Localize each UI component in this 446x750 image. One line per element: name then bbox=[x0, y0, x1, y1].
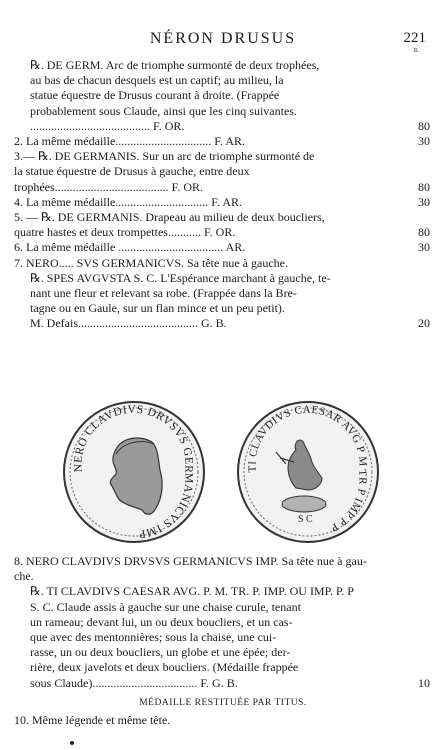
catalog-value: 30 bbox=[418, 134, 430, 149]
entry-line: che. bbox=[14, 569, 34, 584]
entry-line: ℞. TI CLAVDIVS CAESAR AVG. P. M. TR. P. IMP. OU IMP. P. P bbox=[30, 584, 354, 599]
entry-line: ℞. SPES AVGVSTA S. C. L'Espérance marchant à gauche, te- bbox=[30, 270, 331, 285]
catalog-value: 30 bbox=[418, 240, 430, 255]
section-heading: MÉDAILLE RESTITUÉE PAR TITUS. bbox=[139, 698, 307, 708]
reverse-coin bbox=[238, 402, 378, 542]
entry-line: ℞. DE GERM. Arc de triomphe surmonté de deux trophées, bbox=[30, 58, 320, 72]
entry-line: quatre hastes et deux trompettes........... F. OR. bbox=[14, 225, 236, 240]
catalog-value: 80 bbox=[418, 118, 430, 133]
entry-line: 4. La même médaille............................... F. AR. bbox=[14, 194, 243, 209]
page-mark: tr. bbox=[413, 46, 419, 54]
catalog-entry bbox=[14, 134, 430, 149]
entry-line: au bas de chacun desquels est un captif; au milieu, la bbox=[30, 73, 284, 88]
entry-line: tagne ou en Gaule, sur un flan mince et un peu petit). bbox=[30, 301, 285, 316]
catalog-entry bbox=[14, 256, 374, 271]
catalog-entry bbox=[14, 58, 374, 119]
catalog-value: 80 bbox=[418, 225, 430, 240]
entry-line: ........................................ F. OR. bbox=[30, 118, 185, 133]
obverse-coin bbox=[64, 402, 204, 542]
page-header bbox=[0, 30, 446, 54]
catalog-entries-bottom bbox=[14, 554, 430, 691]
entry-line: 5. — ℞. DE GERMANIS. Drapeau au milieu de deux boucliers, bbox=[14, 210, 325, 225]
entry-line: M. Defais........................................ G. B. bbox=[30, 316, 227, 331]
entry-line: S. C. Claude assis à gauche sur une chaise curule, tenant bbox=[30, 599, 301, 614]
page-dot bbox=[70, 741, 74, 745]
entry-line: sous Claude)................................... F. G. B. bbox=[30, 675, 238, 690]
entry-line: statue équestre de Drusus courant à droite. (Frappée bbox=[30, 88, 280, 103]
entry-line: rasse, un ou deux boucliers, un globe et une épée; der- bbox=[30, 645, 291, 660]
entry-line: 7. NERO..... SVS GERMANICVS. Sa tête nue à gauche. bbox=[14, 255, 288, 270]
page-number: 221 bbox=[403, 30, 426, 46]
catalog-entry bbox=[14, 118, 430, 134]
catalog-value: 30 bbox=[418, 194, 430, 209]
entry-line: 8. NERO CLAVDIVS DRVSVS GERMANICVS IMP. Sa tête nue à gau- bbox=[14, 554, 367, 568]
entry-line: nant une fleur et relevant sa robe. (Frappée dans la Bre- bbox=[30, 286, 297, 301]
last-entry: 10. Même légende et même tête. bbox=[14, 713, 171, 727]
running-title: NÉRON DRUSUS bbox=[149, 30, 297, 47]
catalog-value: 20 bbox=[418, 316, 430, 331]
coin-illustration bbox=[60, 398, 390, 546]
entry-line: la statue équestre de Drusus à gauche, entre deux bbox=[14, 164, 250, 179]
catalog-entries-top bbox=[14, 58, 430, 332]
catalog-entry bbox=[14, 240, 430, 255]
catalog-entry bbox=[14, 210, 430, 240]
entry-line: 6. La même médaille ................................... AR. bbox=[14, 240, 246, 255]
catalog-entry bbox=[14, 584, 430, 690]
entry-line: 2. La même médaille................................ F. AR. bbox=[14, 134, 246, 149]
entry-line: un rameau; devant lui, un ou deux boucliers, et un cas- bbox=[30, 614, 293, 629]
obverse-legend: NERO CLAVDIVS DRVSVS GERMANICVS IMP bbox=[72, 403, 195, 541]
catalog-value: 80 bbox=[418, 179, 430, 194]
catalog-entry bbox=[14, 270, 430, 332]
entry-line: 3.— ℞. DE GERMANIS. Sur un arc de triomphe surmonté de bbox=[14, 149, 315, 164]
catalog-value: 10 bbox=[418, 675, 430, 690]
entry-line: rière, deux javelots et deux boucliers. (Médaille frappée bbox=[30, 660, 299, 675]
entry-line: trophées...................................... F. OR. bbox=[14, 179, 204, 194]
entry-line: que avec des mentonnières; sous la chaise, une cui- bbox=[30, 630, 277, 645]
catalog-entry bbox=[14, 554, 374, 584]
catalog-entry bbox=[14, 194, 430, 210]
entry-line: probablement sous Claude, ainsi que les cinq suivantes. bbox=[30, 103, 297, 118]
catalog-entry bbox=[14, 149, 430, 195]
reverse-legend: TI CLAVDIVS CAESAR AVG P M TR P IMP P P bbox=[246, 403, 369, 535]
reverse-exergue: S C bbox=[298, 514, 313, 525]
